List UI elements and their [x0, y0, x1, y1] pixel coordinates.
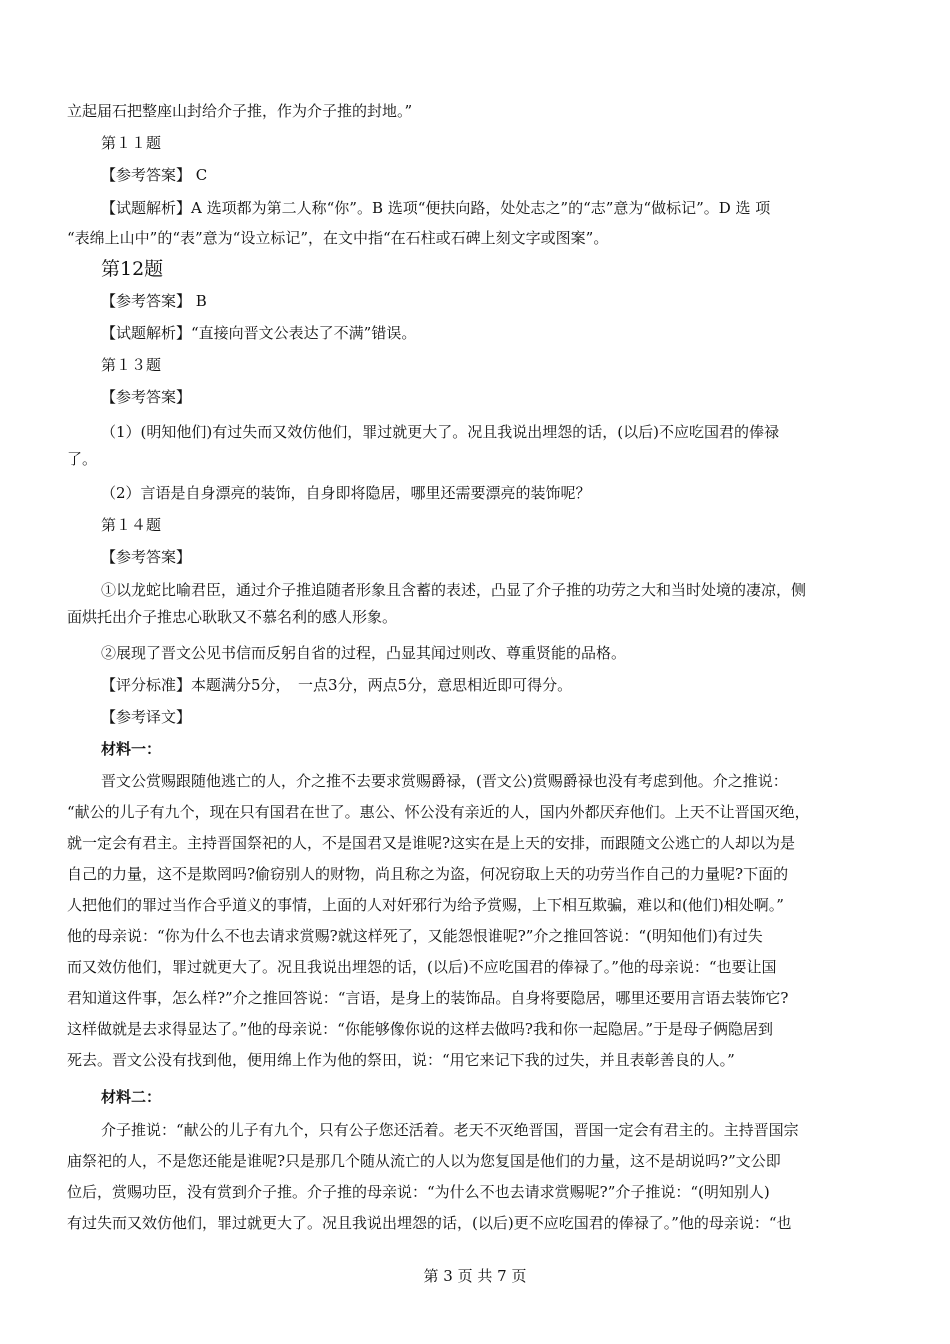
- section-heading: 材料二：: [101, 1088, 162, 1106]
- answer-line: （2）言语是自身漂亮的装饰，自身即将隐居，哪里还需要漂亮的装饰呢？: [101, 484, 591, 502]
- text-line: 介子推说：“献公的儿子有九个，只有公子您还活着。老天不灭绝晋国，晋国一定会有君主的。主持晋国宗: [101, 1121, 799, 1139]
- scoring-line: 【评分标准】本题满分5分， 一点3分，两点5分，意思相近即可得分。: [101, 676, 573, 694]
- answer-line: （1）(明知他们)有过失而又效仿他们，罪过就更大了。况且我说出埋怨的话，(以后)不应吃国君的俸禄: [101, 423, 779, 441]
- answer-heading: 【参考答案】: [101, 548, 192, 566]
- answer-line: ②展现了晋文公见书信而反躬自省的过程，凸显其闻过则改、尊重贤能的品格。: [101, 644, 627, 662]
- text-line: 了。: [67, 450, 98, 468]
- answer-line: 【参考答案】 C: [101, 166, 208, 184]
- question-heading: 第１４题: [101, 516, 162, 534]
- question-heading: 第12题: [101, 258, 164, 280]
- page-footer: 第 3 页 共 7 页: [423, 1267, 527, 1285]
- answer-line: 【参考答案】 B: [101, 292, 207, 310]
- translation-heading: 【参考译文】: [101, 708, 192, 726]
- text-line: 立起届石把整座山封给介子推，作为介子推的封地。”: [67, 102, 413, 120]
- question-heading: 第１３题: [101, 356, 162, 374]
- text-line: 就一定会有君主。主持晋国祭祀的人，不是国君又是谁呢?这实在是上天的安排，而跟随文公逃亡的人却以为是: [67, 834, 796, 852]
- text-line: 而又效仿他们，罪过就更大了。况且我说出埋怨的话，(以后)不应吃国君的俸禄了。”他的母亲说：“也要让国: [67, 958, 777, 976]
- text-line: 有过失而又效仿他们，罪过就更大了。况且我说出埋怨的话，(以后)更不应吃国君的俸禄了。”他的母亲说：“也: [67, 1214, 792, 1232]
- text-line: 自己的力量，这不是欺罔吗?偷窃别人的财物，尚且称之为盗，何况窃取上天的功劳当作自己的力量呢?下面的: [67, 865, 789, 883]
- text-line: 死去。晋文公没有找到他，便用绵上作为他的祭田，说：“用它来记下我的过失，并且表彰善良的人。”: [67, 1051, 735, 1069]
- text-line: 这样做就是去求得显达了。”他的母亲说：“你能够像你说的这样去做吗?我和你一起隐居。”于是母子俩隐居到: [67, 1020, 774, 1038]
- text-line: 君知道这件事，怎么样?”介之推回答说：“言语，是身上的装饰品。自身将要隐居，哪里还要用言语去装饰它?: [67, 989, 789, 1007]
- text-line: “表绵上山中”的“表”意为“设立标记”，在文中指“在石柱或石碑上刻文字或图案”。: [67, 229, 609, 247]
- text-line: 晋文公赏赐跟随他逃亡的人，介之推不去要求赏赐爵禄，(晋文公)赏赐爵禄也没有考虑到他。介之推说：: [101, 772, 788, 790]
- text-line: 他的母亲说：“你为什么不也去请求赏赐?就这样死了，又能怨恨谁呢?”介之推回答说：“(明知他们)有过失: [67, 927, 763, 945]
- text-line: “献公的儿子有九个，现在只有国君在世了。惠公、怀公没有亲近的人，国内外都厌弃他们。上天不让晋国灭绝，: [67, 803, 810, 821]
- text-line: 面烘托出介子推忠心耿耿又不慕名利的感人形象。: [67, 608, 398, 626]
- text-line: 人把他们的罪过当作合乎道义的事情，上面的人对奸邪行为给予赏赐，上下相互欺骗，难以和(他们)相处啊。”: [67, 896, 784, 914]
- text-line: 位后，赏赐功臣，没有赏到介子推。介子推的母亲说：“为什么不也去请求赏赐呢?”介子推说：“(明知别人): [67, 1183, 770, 1201]
- answer-line: ①以龙蛇比喻君臣，通过介子推追随者形象且含蓄的表述，凸显了介子推的功劳之大和当时处境的凄凉，侧: [101, 581, 807, 599]
- analysis-line: 【试题解析】A 选项都为第二人称“你”。B 选项“便扶向路，处处志之”的“志”意为“做标记”。D 选 项: [101, 199, 771, 217]
- analysis-line: 【试题解析】“直接向晋文公表达了不满”错误。: [101, 324, 417, 342]
- answer-heading: 【参考答案】: [101, 388, 192, 406]
- text-line: 庙祭祀的人，不是您还能是谁呢?只是那几个随从流亡的人以为您复国是他们的力量，这不是胡说吗?”文公即: [67, 1152, 781, 1170]
- question-heading: 第１１题: [101, 134, 162, 152]
- section-heading: 材料一：: [101, 740, 162, 758]
